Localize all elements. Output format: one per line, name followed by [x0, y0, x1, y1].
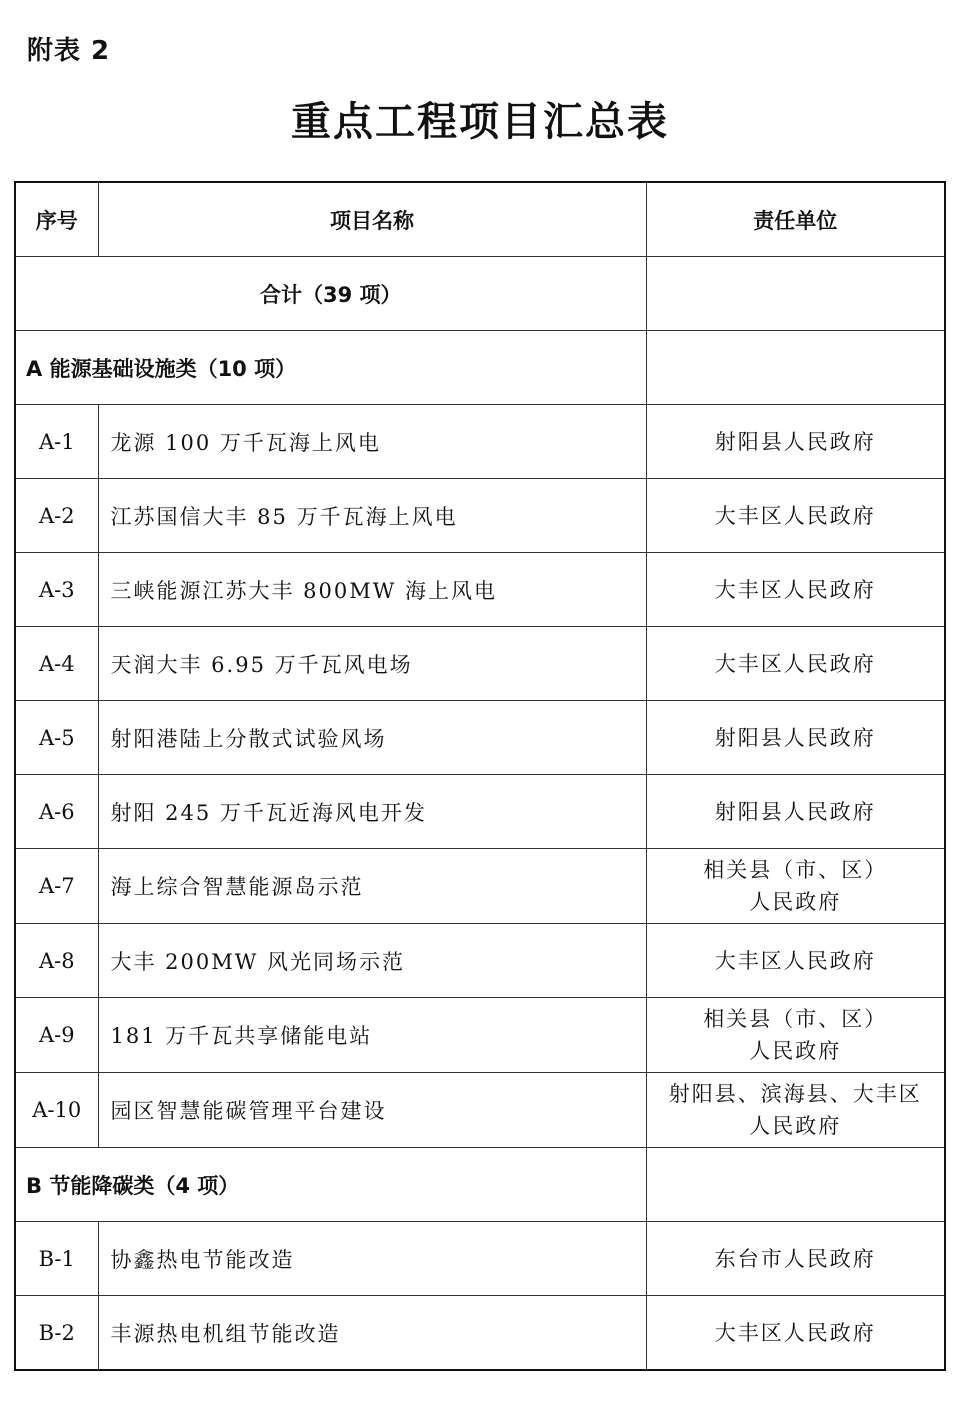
unit-line: 大丰区人民政府: [714, 651, 876, 676]
category-label: B 节能降碳类（4 项）: [15, 1148, 646, 1222]
project-summary-table: [14, 181, 946, 1371]
row-responsible-unit: [646, 1073, 945, 1148]
row-responsible-unit: [646, 998, 945, 1073]
row-index: A-4: [15, 627, 98, 701]
header-row: [15, 182, 945, 257]
total-unit-cell: [646, 257, 945, 331]
unit-line: 射阳县人民政府: [714, 725, 876, 750]
row-index: A-7: [15, 849, 98, 924]
unit-line: 人民政府: [749, 1114, 842, 1138]
row-responsible-unit: [646, 1222, 945, 1296]
header-project-name: 项目名称: [98, 182, 646, 257]
table-row: [15, 924, 945, 998]
unit-line: 大丰区人民政府: [714, 503, 876, 528]
row-project-name: 大丰 200MW 风光同场示范: [98, 924, 646, 998]
table-row: [15, 1073, 945, 1148]
table-row: [15, 405, 945, 479]
row-project-name: 天润大丰 6.95 万千瓦风电场: [98, 627, 646, 701]
row-responsible-unit: [646, 775, 945, 849]
row-index: A-1: [15, 405, 98, 479]
attachment-label: 附表 2: [27, 36, 111, 66]
unit-line: 相关县（市、区）: [703, 858, 888, 882]
table-row: [15, 627, 945, 701]
row-project-name: 龙源 100 万千瓦海上风电: [98, 405, 646, 479]
unit-line: 人民政府: [749, 890, 842, 914]
table-row: [15, 775, 945, 849]
row-responsible-unit: [646, 849, 945, 924]
unit-line: 大丰区人民政府: [714, 1320, 876, 1345]
total-row: [15, 257, 945, 331]
row-index: A-10: [15, 1073, 98, 1148]
row-responsible-unit: [646, 924, 945, 998]
table-row: [15, 998, 945, 1073]
unit-line: 人民政府: [749, 1039, 842, 1063]
header-index: 序号: [15, 182, 98, 257]
row-project-name: 协鑫热电节能改造: [98, 1222, 646, 1296]
table-row: [15, 479, 945, 553]
category-row: [15, 331, 945, 405]
table-row: [15, 1296, 945, 1371]
row-project-name: 江苏国信大丰 85 万千瓦海上风电: [98, 479, 646, 553]
row-index: A-5: [15, 701, 98, 775]
row-project-name: 丰源热电机组节能改造: [98, 1296, 646, 1371]
row-responsible-unit: [646, 627, 945, 701]
row-project-name: 射阳 245 万千瓦近海风电开发: [98, 775, 646, 849]
unit-line: 大丰区人民政府: [714, 577, 876, 602]
category-row: [15, 1148, 945, 1222]
unit-line: 大丰区人民政府: [714, 948, 876, 973]
row-responsible-unit: [646, 553, 945, 627]
row-index: B-1: [15, 1222, 98, 1296]
table-row: [15, 701, 945, 775]
category-unit-cell: [646, 331, 945, 405]
total-label: 合计（39 项）: [15, 257, 646, 331]
row-responsible-unit: [646, 701, 945, 775]
row-project-name: 射阳港陆上分散式试验风场: [98, 701, 646, 775]
row-index: A-8: [15, 924, 98, 998]
row-index: A-9: [15, 998, 98, 1073]
unit-line: 射阳县、滨海县、大丰区: [668, 1082, 922, 1106]
row-responsible-unit: [646, 405, 945, 479]
unit-line: 东台市人民政府: [714, 1246, 876, 1271]
document-title: 重点工程项目汇总表: [291, 99, 669, 145]
row-index: A-6: [15, 775, 98, 849]
row-index: A-3: [15, 553, 98, 627]
table-row: [15, 553, 945, 627]
category-unit-cell: [646, 1148, 945, 1222]
row-index: B-2: [15, 1296, 98, 1371]
row-project-name: 海上综合智慧能源岛示范: [98, 849, 646, 924]
table-row: [15, 1222, 945, 1296]
unit-line: 射阳县人民政府: [714, 799, 876, 824]
row-responsible-unit: [646, 1296, 945, 1371]
unit-line: 相关县（市、区）: [703, 1007, 888, 1031]
header-responsible-unit: 责任单位: [646, 182, 945, 257]
row-index: A-2: [15, 479, 98, 553]
row-project-name: 园区智慧能碳管理平台建设: [98, 1073, 646, 1148]
unit-line: 射阳县人民政府: [714, 429, 876, 454]
row-project-name: 181 万千瓦共享储能电站: [98, 998, 646, 1073]
category-label: A 能源基础设施类（10 项）: [15, 331, 646, 405]
table-row: [15, 849, 945, 924]
row-project-name: 三峡能源江苏大丰 800MW 海上风电: [98, 553, 646, 627]
row-responsible-unit: [646, 479, 945, 553]
